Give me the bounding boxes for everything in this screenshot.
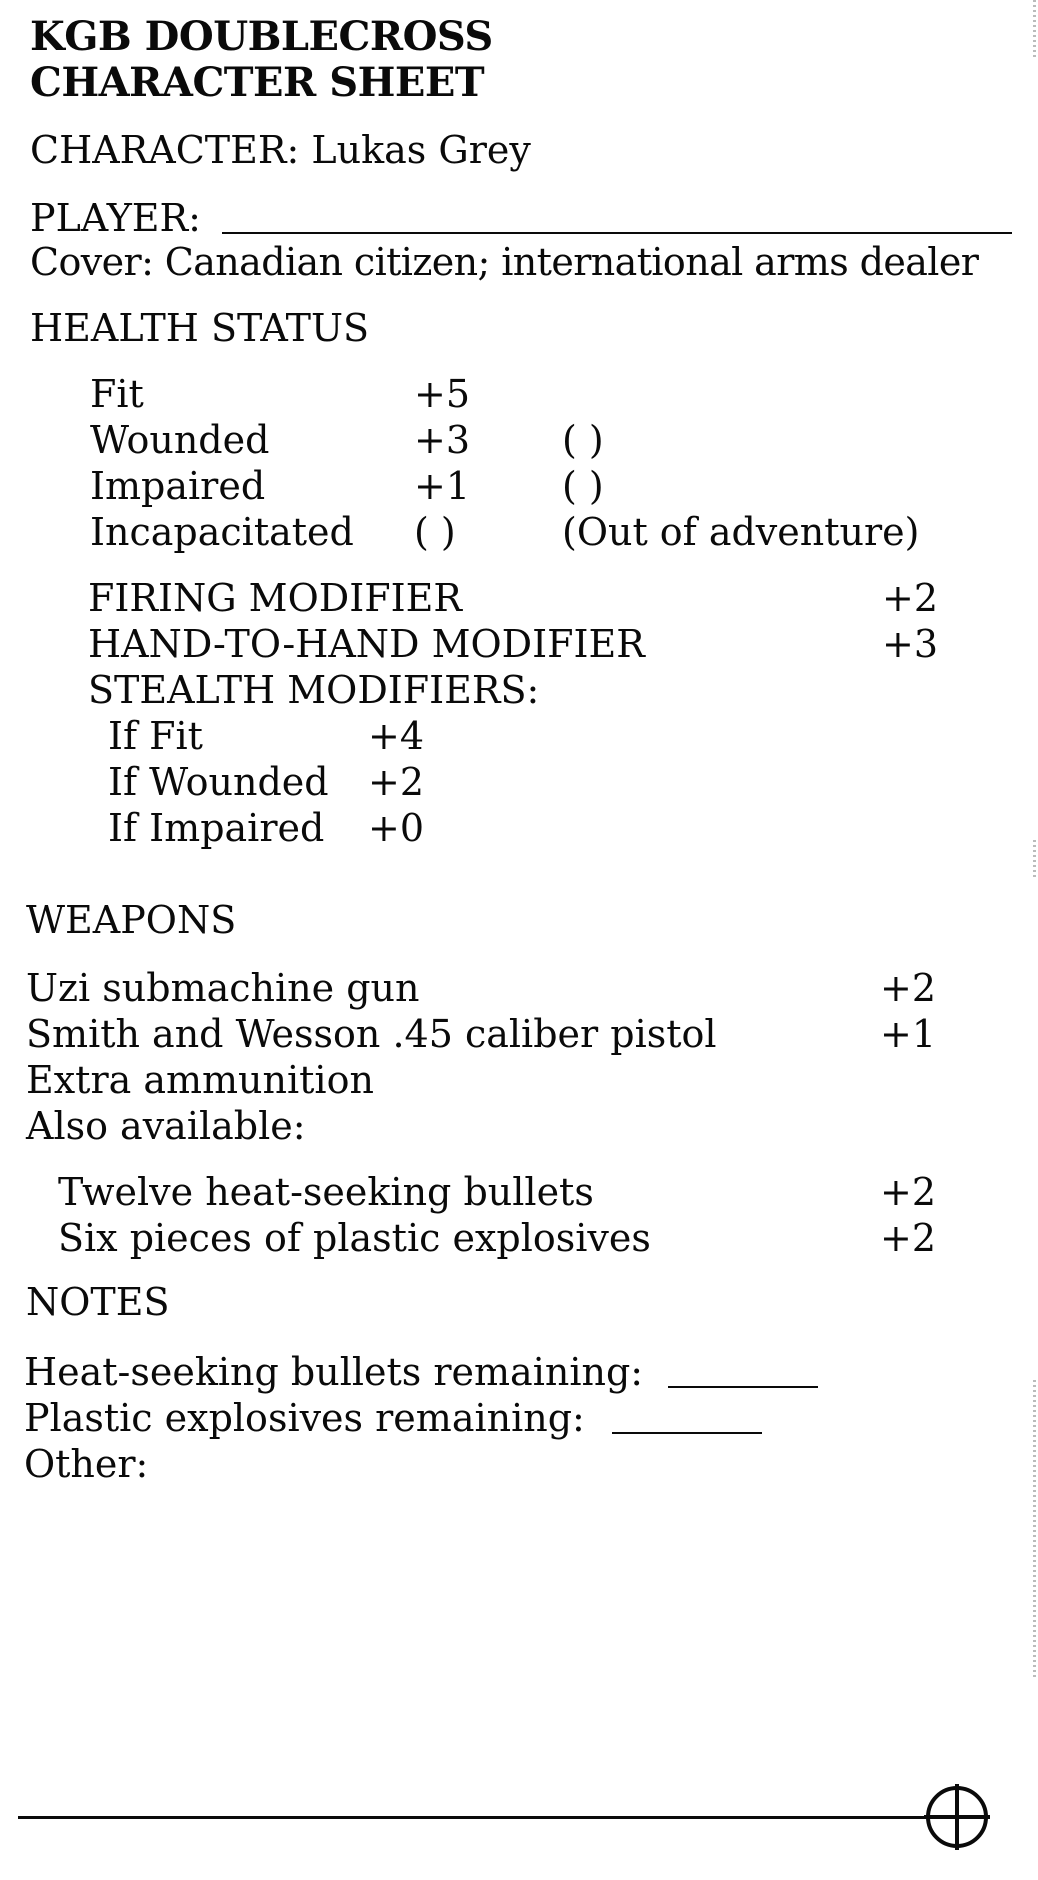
bottom-trim-line (18, 1816, 938, 1819)
bullets-remaining-blank[interactable] (668, 1386, 818, 1388)
extra-explosives-label: Six pieces of plastic explosives (58, 1216, 651, 1260)
player-label: PLAYER: (30, 196, 201, 240)
health-box-incapacitated[interactable]: ( ) (414, 510, 456, 554)
health-value-wounded: +3 (414, 418, 471, 462)
extra-bullets-label: Twelve heat-seeking bullets (58, 1170, 594, 1214)
extra-explosives-value: +2 (880, 1216, 937, 1260)
firing-modifier-label: FIRING MODIFIER (88, 576, 462, 620)
character-line (30, 128, 531, 172)
player-blank-line (222, 232, 1012, 234)
stealth-modifiers-label: STEALTH MODIFIERS: (88, 668, 540, 712)
title-line-2: CHARACTER SHEET (30, 59, 485, 106)
health-box-impaired[interactable]: ( ) (562, 464, 604, 508)
edge-scan-mark (1033, 840, 1036, 880)
stealth-value-impaired: +0 (368, 806, 425, 850)
other-notes-label: Other: (24, 1442, 149, 1486)
weapon-pistol-label: Smith and Wesson .45 caliber pistol (26, 1012, 717, 1056)
health-box-wounded[interactable]: ( ) (562, 418, 604, 462)
firing-modifier-value: +2 (882, 576, 939, 620)
character-label: CHARACTER: (30, 128, 300, 172)
stealth-value-wounded: +2 (368, 760, 425, 804)
character-name: Lukas Grey (311, 128, 531, 172)
health-note-incapacitated: (Out of adventure) (562, 510, 920, 554)
stealth-value-fit: +4 (368, 714, 425, 758)
notes-heading: NOTES (26, 1280, 170, 1324)
bullets-remaining-label: Heat-seeking bullets remaining: (24, 1350, 644, 1394)
health-label-incapacitated: Incapacitated (90, 510, 354, 554)
health-label-fit: Fit (90, 372, 144, 416)
weapon-uzi-value: +2 (880, 966, 937, 1010)
stealth-label-wounded: If Wounded (108, 760, 329, 804)
hand-to-hand-modifier-label: HAND-TO-HAND MODIFIER (88, 622, 645, 666)
explosives-remaining-blank[interactable] (612, 1432, 762, 1434)
weapon-pistol-value: +1 (880, 1012, 937, 1056)
extra-bullets-value: +2 (880, 1170, 937, 1214)
edge-scan-mark (1033, 1380, 1036, 1680)
health-heading: HEALTH STATUS (30, 306, 370, 350)
weapon-uzi-label: Uzi submachine gun (26, 966, 420, 1010)
also-available-label: Also available: (26, 1104, 306, 1148)
edge-scan-mark (1033, 0, 1036, 60)
explosives-remaining-label: Plastic explosives remaining: (24, 1396, 585, 1440)
sheet-title (30, 14, 493, 106)
hand-to-hand-modifier-value: +3 (882, 622, 939, 666)
health-value-fit: +5 (414, 372, 471, 416)
title-line-1: KGB DOUBLECROSS (30, 13, 493, 60)
weapon-ammo-label: Extra ammunition (26, 1058, 374, 1102)
weapons-heading: WEAPONS (26, 898, 237, 942)
health-label-impaired: Impaired (90, 464, 266, 508)
health-value-impaired: +1 (414, 464, 471, 508)
registration-mark-icon (922, 1782, 992, 1852)
cover-text: Cover: Canadian citizen; international arms dealer (30, 240, 979, 284)
stealth-label-impaired: If Impaired (108, 806, 325, 850)
stealth-label-fit: If Fit (108, 714, 203, 758)
health-label-wounded: Wounded (90, 418, 270, 462)
